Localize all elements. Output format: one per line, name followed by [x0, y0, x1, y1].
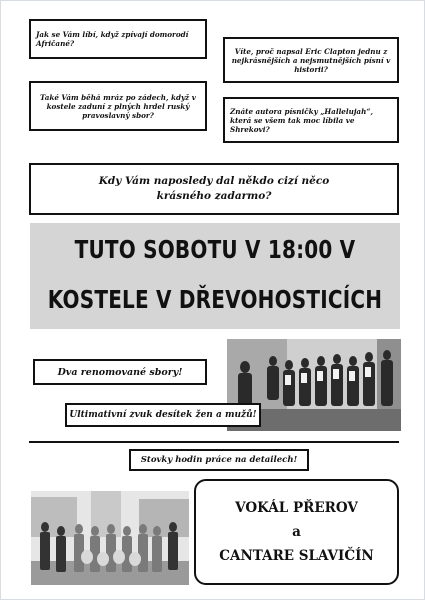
question-box-2	[223, 37, 399, 83]
tagline-text-2: Ultimativní zvuk desítek žen a mužů!	[69, 410, 257, 420]
banner-line-1: TUTO SOBOTU V 18:00 V	[74, 234, 356, 264]
question-box-3	[29, 81, 207, 131]
choir-conjunction: a	[292, 524, 301, 540]
question-text-5: Kdy Vám naposledy dal někdo cizí něco krásného zadarmo?	[98, 175, 330, 202]
question-text-1: Jak se Vám líbí, když zpívají domorodí Afričané?	[36, 30, 189, 48]
choir-square-image	[31, 491, 189, 585]
choir-photo-square	[31, 491, 189, 585]
question-text-3: Také Vám běhá mráz po zádech, když v kostele zaduní z plných hrdel ruský pravoslavný sbor?	[40, 92, 196, 120]
tagline-box-2	[65, 403, 261, 427]
question-box-1	[29, 19, 207, 59]
banner-line-2: KOSTELE V DŘEVOHOSTICÍCH	[47, 284, 383, 314]
tagline-box-1	[33, 359, 207, 385]
choirs-box	[194, 479, 399, 585]
question-box-5	[29, 163, 399, 215]
tagline-text-3: Stovky hodin práce na detailech!	[140, 455, 298, 465]
choir-name-1: VOKÁL PŘEROV	[235, 500, 358, 516]
question-text-2: Víte, proč napsal Eric Clapton jednu z nejkrásnějších a nejsmutnějších písní v historii?	[231, 46, 391, 74]
divider-rule	[29, 441, 399, 443]
tagline-box-3	[129, 449, 309, 471]
choir-name-2: CANTARE SLAVIČÍN	[219, 548, 374, 564]
tagline-text-1: Dva renomované sbory!	[57, 366, 183, 378]
event-banner	[30, 223, 400, 329]
question-box-4	[223, 97, 399, 143]
question-text-4: Znáte autora písničky „Hallelujah“, která se všem tak moc líbila ve Shrekovi?	[230, 106, 373, 134]
